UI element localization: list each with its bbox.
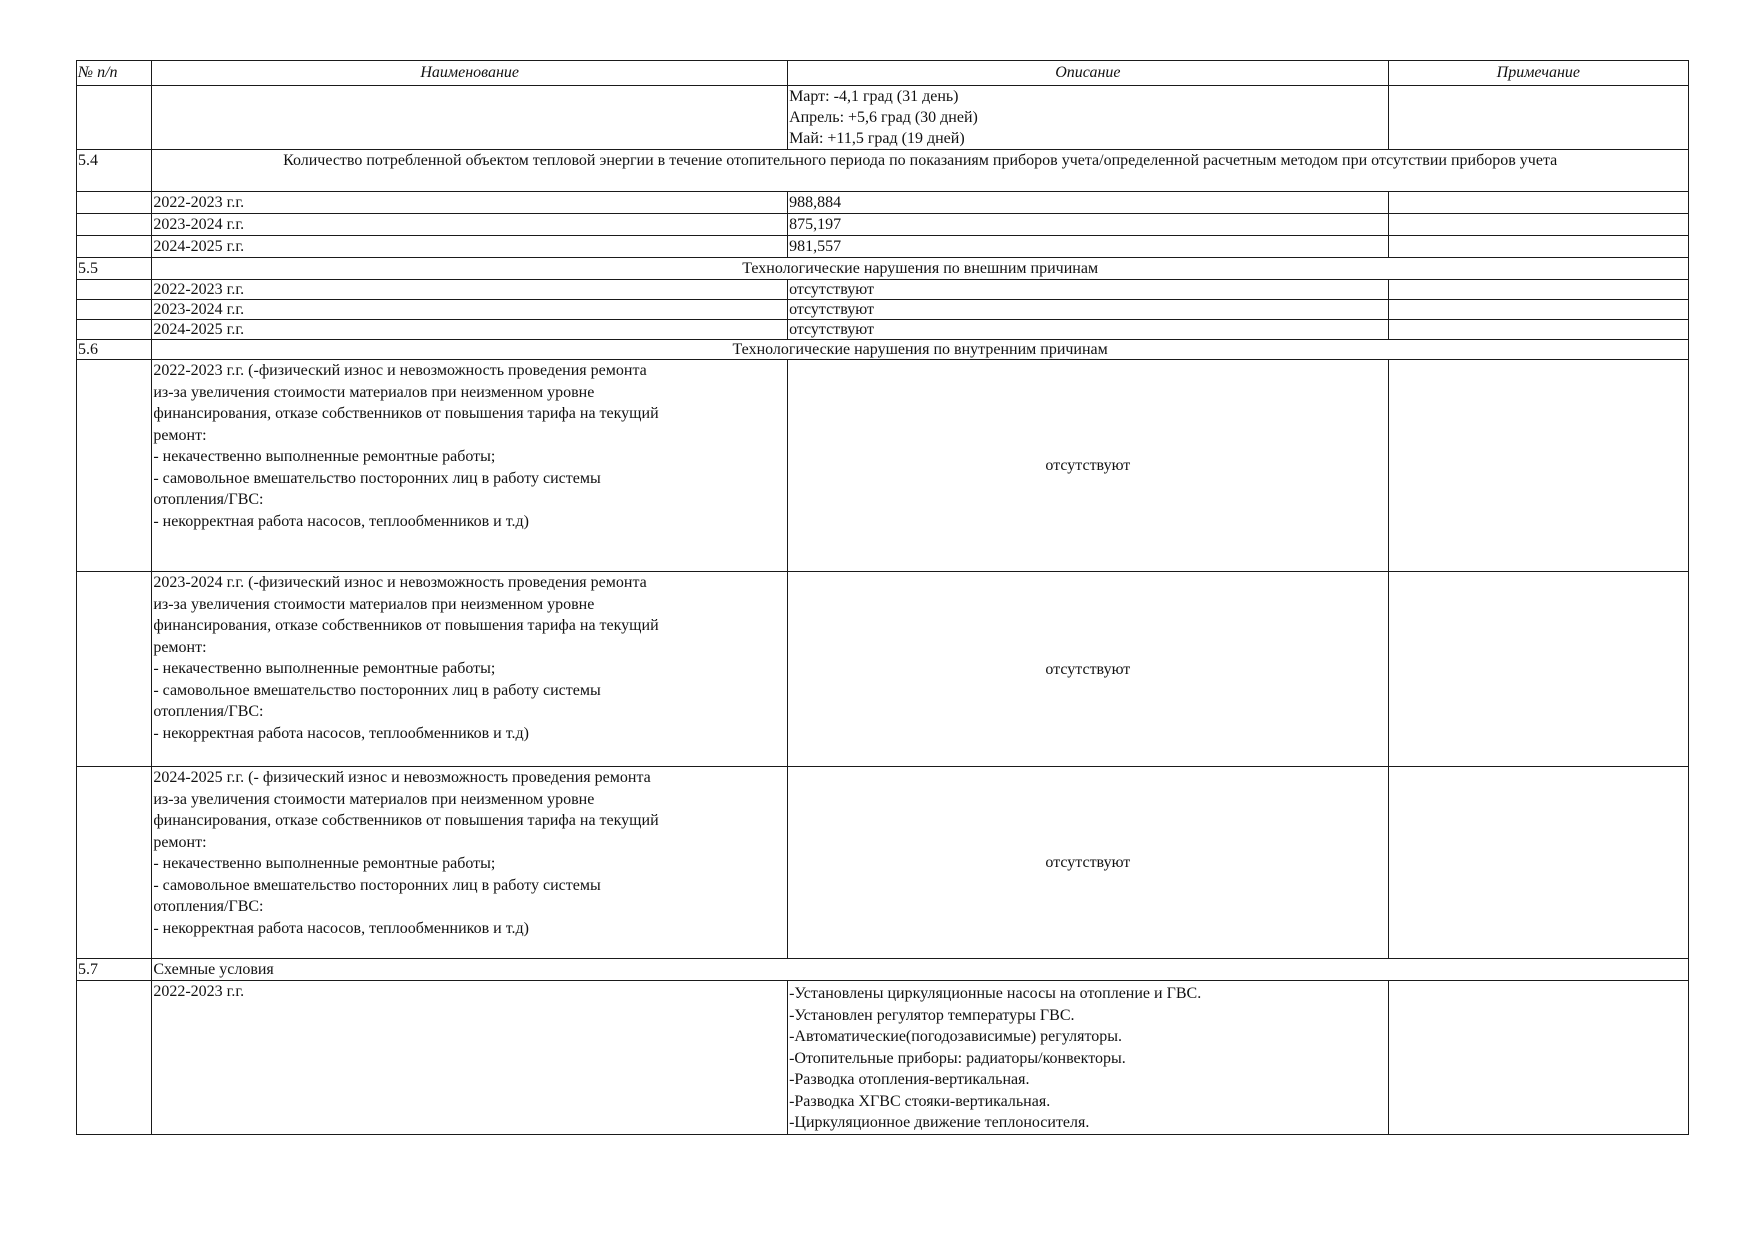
name-line: финансирования, отказе собственников от повышения тарифа на текущий — [153, 617, 659, 634]
number-cell — [77, 192, 152, 214]
value-cell: отсутствуют — [788, 360, 1389, 572]
number-cell — [77, 360, 152, 572]
value-cell: отсутствуют — [788, 572, 1389, 767]
period-cell: 2023-2024 г.г. — [152, 300, 788, 320]
description-cell — [788, 86, 1389, 150]
table-header-row — [77, 61, 1689, 86]
temp-line: Апрель: +5,6 град (30 дней) — [789, 109, 978, 126]
name-line: из-за увеличения стоимости материалов при неизменном уровне — [153, 790, 595, 808]
table-row — [77, 214, 1689, 236]
name-line: ремонт: — [153, 426, 207, 444]
section-number: 5.6 — [77, 340, 152, 360]
note-cell — [1388, 300, 1688, 320]
table-row — [77, 192, 1689, 214]
period-cell: 2022-2023 г.г. — [152, 192, 788, 214]
number-cell — [77, 767, 152, 959]
table-row — [77, 767, 1689, 959]
section-row-5-7 — [77, 959, 1689, 981]
note-cell — [1388, 360, 1688, 572]
name-line: отопления/ГВС: — [153, 491, 264, 508]
name-cell — [152, 360, 788, 572]
scheme-line: -Отопительные приборы: радиаторы/конвекторы. — [789, 1049, 1126, 1067]
table-row — [77, 86, 1689, 150]
header-name: Наименование — [152, 61, 788, 86]
name-line: ремонт: — [153, 638, 207, 656]
note-cell — [1388, 767, 1688, 959]
table-row — [77, 981, 1689, 1135]
name-line: - некорректная работа насосов, теплообменников и т.д) — [153, 512, 529, 530]
table-row — [77, 300, 1689, 320]
name-line: из-за увеличения стоимости материалов при неизменном уровне — [153, 383, 595, 401]
note-cell — [1388, 320, 1688, 340]
header-description: Описание — [788, 61, 1389, 86]
name-cell — [152, 767, 788, 959]
value-cell: 981,557 — [788, 236, 1389, 258]
temp-line: Март: -4,1 град (31 день) — [789, 88, 959, 105]
name-line: - некорректная работа насосов, теплообменников и т.д) — [153, 724, 529, 742]
section-number: 5.5 — [77, 258, 152, 280]
scheme-line: -Разводка ХГВС стояки-вертикальная. — [789, 1092, 1051, 1110]
value-cell: отсутствуют — [788, 767, 1389, 959]
number-cell — [77, 280, 152, 300]
scheme-line: -Установлены циркуляционные насосы на отопление и ГВС. — [789, 985, 1202, 1002]
note-cell — [1388, 572, 1688, 767]
period-cell: 2022-2023 г.г. — [152, 280, 788, 300]
name-line: - некорректная работа насосов, теплообменников и т.д) — [153, 919, 529, 937]
section-row-5-4 — [77, 150, 1689, 192]
number-cell — [77, 300, 152, 320]
scheme-line: -Разводка отопления-вертикальная. — [789, 1071, 1030, 1088]
period-cell: 2022-2023 г.г. — [152, 981, 788, 1135]
section-caption: Количество потребленной объектом тепловой энергии в течение отопительного периода по показаниям приборов учета/определенной расчетным методом при отсутствии приборов учета — [152, 150, 1689, 192]
section-caption: Схемные условия — [152, 959, 1689, 981]
period-cell: 2023-2024 г.г. — [152, 214, 788, 236]
table-row — [77, 236, 1689, 258]
name-line: финансирования, отказе собственников от повышения тарифа на текущий — [153, 812, 659, 829]
section-caption: Технологические нарушения по внутренним причинам — [152, 340, 1689, 360]
name-line: - некачественно выполненные ремонтные работы; — [153, 448, 496, 465]
name-line: финансирования, отказе собственников от повышения тарифа на текущий — [153, 405, 659, 422]
number-cell — [77, 981, 152, 1135]
data-table — [76, 60, 1689, 1135]
scheme-line: -Автоматические(погодозависимые) регуляторы. — [789, 1028, 1122, 1045]
header-number: № п/п — [77, 61, 152, 86]
value-cell: отсутствуют — [788, 320, 1389, 340]
name-cell — [152, 572, 788, 767]
section-number: 5.4 — [77, 150, 152, 192]
name-line: 2022-2023 г.г. (-физический износ и невозможность проведения ремонта — [153, 362, 647, 379]
name-line: - самовольное вмешательство посторонних лиц в работу системы — [153, 876, 601, 894]
section-number: 5.7 — [77, 959, 152, 981]
name-line: из-за увеличения стоимости материалов при неизменном уровне — [153, 595, 595, 613]
note-cell — [1388, 236, 1688, 258]
name-line: - некачественно выполненные ремонтные работы; — [153, 660, 496, 677]
name-line: 2023-2024 г.г. (-физический износ и невозможность проведения ремонта — [153, 574, 647, 591]
note-cell — [1388, 280, 1688, 300]
scheme-line: -Установлен регулятор температуры ГВС. — [789, 1006, 1075, 1024]
section-caption: Технологические нарушения по внешним причинам — [152, 258, 1689, 280]
header-note: Примечание — [1388, 61, 1688, 86]
number-cell — [77, 572, 152, 767]
value-cell: отсутствуют — [788, 300, 1389, 320]
name-line: - самовольное вмешательство посторонних лиц в работу системы — [153, 681, 601, 699]
table-row — [77, 280, 1689, 300]
number-cell — [77, 86, 152, 150]
name-line: ремонт: — [153, 833, 207, 851]
table-row — [77, 572, 1689, 767]
description-cell — [788, 981, 1389, 1135]
table-row — [77, 360, 1689, 572]
period-cell: 2024-2025 г.г. — [152, 236, 788, 258]
note-cell — [1388, 214, 1688, 236]
name-line: - самовольное вмешательство посторонних лиц в работу системы — [153, 469, 601, 487]
note-cell — [1388, 981, 1688, 1135]
section-row-5-5 — [77, 258, 1689, 280]
section-row-5-6 — [77, 340, 1689, 360]
value-cell: отсутствуют — [788, 280, 1389, 300]
table-row — [77, 320, 1689, 340]
number-cell — [77, 214, 152, 236]
temp-line: Май: +11,5 град (19 дней) — [789, 130, 965, 147]
name-line: - некачественно выполненные ремонтные работы; — [153, 855, 496, 872]
name-line: отопления/ГВС: — [153, 703, 264, 720]
scheme-line: -Циркуляционное движение теплоносителя. — [789, 1114, 1090, 1131]
number-cell — [77, 236, 152, 258]
name-line: отопления/ГВС: — [153, 898, 264, 915]
name-cell — [152, 86, 788, 150]
number-cell — [77, 320, 152, 340]
note-cell — [1388, 86, 1688, 150]
name-line: 2024-2025 г.г. (- физический износ и невозможность проведения ремонта — [153, 769, 651, 786]
period-cell: 2024-2025 г.г. — [152, 320, 788, 340]
note-cell — [1388, 192, 1688, 214]
value-cell: 875,197 — [788, 214, 1389, 236]
value-cell: 988,884 — [788, 192, 1389, 214]
